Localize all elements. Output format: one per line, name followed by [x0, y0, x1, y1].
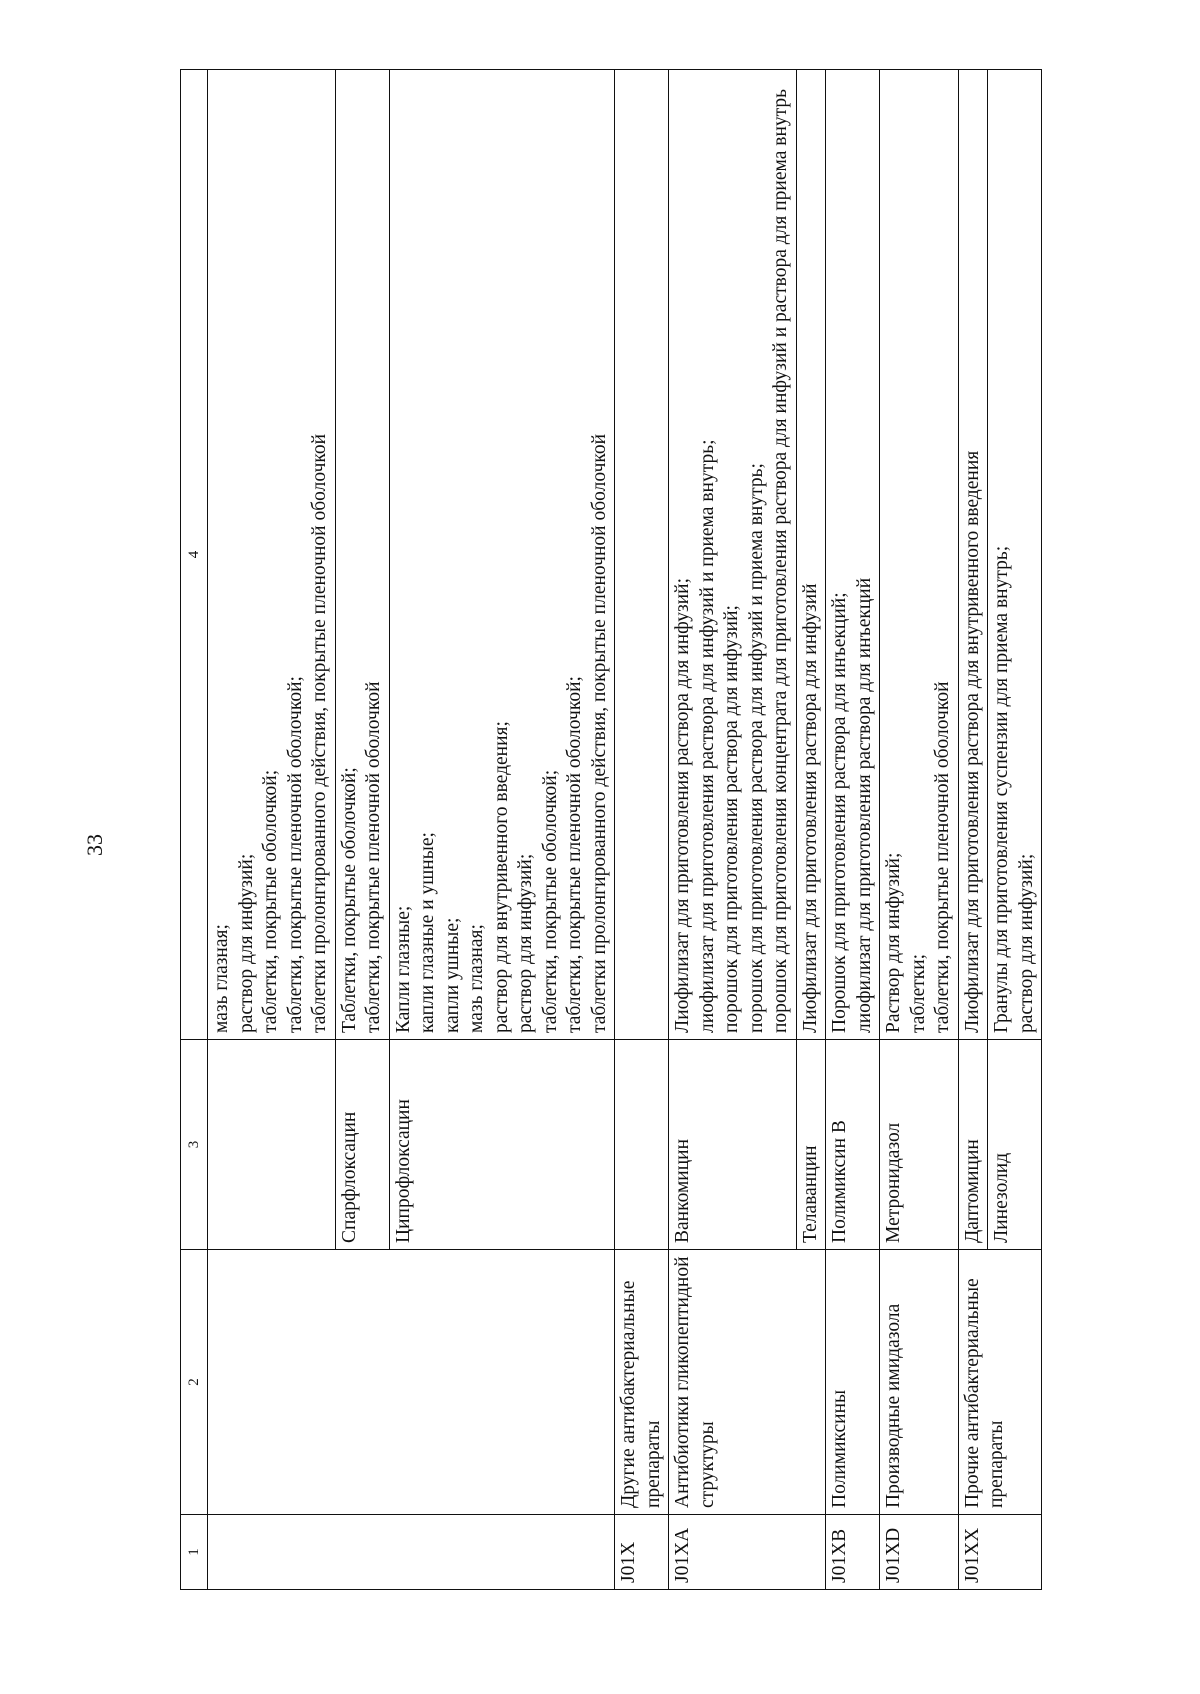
- group-cell: Другие антибактериальные препараты: [615, 1250, 669, 1515]
- table-row: [826, 70, 880, 1590]
- drug-cell: Даптомицин: [958, 1040, 988, 1250]
- header-row: [181, 70, 208, 1590]
- header-col-2: 2: [181, 1250, 208, 1515]
- drug-cell: Телаванцин: [796, 1040, 826, 1250]
- table-row: [958, 70, 988, 1590]
- group-cell: Производные имидазола: [880, 1250, 959, 1515]
- table-row: [208, 70, 336, 1590]
- drug-cell: Линезолид: [988, 1040, 1042, 1250]
- drug-cell: Метронидазол: [880, 1040, 959, 1250]
- code-cell: [208, 1515, 615, 1590]
- forms-cell: Таблетки, покрытые оболочкой; таблетки, покрытые пленочной оболочкой: [335, 70, 389, 1040]
- table-row: [880, 70, 959, 1590]
- drug-table: [180, 69, 1042, 1590]
- group-cell: Полимиксины: [826, 1250, 880, 1515]
- page-number: 33: [82, 834, 107, 856]
- header-col-3: 3: [181, 1040, 208, 1250]
- drug-cell: Полимиксин В: [826, 1040, 880, 1250]
- forms-cell: Гранулы для приготовления суспензии для приема внутрь; раствор для инфузий;: [988, 70, 1042, 1040]
- forms-cell: Раствор для инфузий; таблетки; таблетки, покрытые пленочной оболочкой: [880, 70, 959, 1040]
- rotated-sheet: [180, 70, 1190, 1590]
- header-col-4: 4: [181, 70, 208, 1040]
- forms-cell: Лиофилизат для приготовления раствора для инфузий; лиофилизат для приготовления раствора для инфузий и приема внутрь; порошок для приготовления раствора для инфузий; порошок для приготовления раствора для инфузий и приема внутрь; порошок для приготовления концентрата для приготовления раствора для инфузий и раствора для приема внутрь: [669, 70, 797, 1040]
- drug-cell: Ванкомицин: [669, 1040, 797, 1250]
- forms-cell: [615, 70, 669, 1040]
- forms-cell: Лиофилизат для приготовления раствора для инфузий: [796, 70, 826, 1040]
- code-cell: J01XB: [826, 1515, 880, 1590]
- group-cell: Прочие антибактериальные препараты: [958, 1250, 1042, 1515]
- code-cell: J01XX: [958, 1515, 1042, 1590]
- forms-cell: Порошок для приготовления раствора для инъекций; лиофилизат для приготовления раствора для инъекций: [826, 70, 880, 1040]
- group-cell: [208, 1250, 615, 1515]
- header-col-1: 1: [181, 1515, 208, 1590]
- drug-cell: [208, 1040, 336, 1250]
- drug-cell: Ципрофлоксацин: [389, 1040, 615, 1250]
- forms-cell: мазь глазная; раствор для инфузий; таблетки, покрытые оболочкой; таблетки, покрытые пленочной оболочкой; таблетки пролонгированного действия, покрытые пленочной оболочкой: [208, 70, 336, 1040]
- group-cell: Антибиотики гликопептидной структуры: [669, 1250, 826, 1515]
- forms-cell: Капли глазные; капли глазные и ушные; капли ушные; мазь глазная; раствор для внутривенного введения; раствор для инфузий; таблетки, покрытые оболочкой; таблетки, покрытые пленочной оболочкой; таблетки пролонгированного действия, покрытые пленочной оболочкой: [389, 70, 615, 1040]
- table-row: [669, 70, 797, 1590]
- drug-cell: [615, 1040, 669, 1250]
- code-cell: J01X: [615, 1515, 669, 1590]
- code-cell: J01XD: [880, 1515, 959, 1590]
- table-row: [615, 70, 669, 1590]
- code-cell: J01XA: [669, 1515, 826, 1590]
- drug-cell: Спарфлоксацин: [335, 1040, 389, 1250]
- forms-cell: Лиофилизат для приготовления раствора для внутривенного введения: [958, 70, 988, 1040]
